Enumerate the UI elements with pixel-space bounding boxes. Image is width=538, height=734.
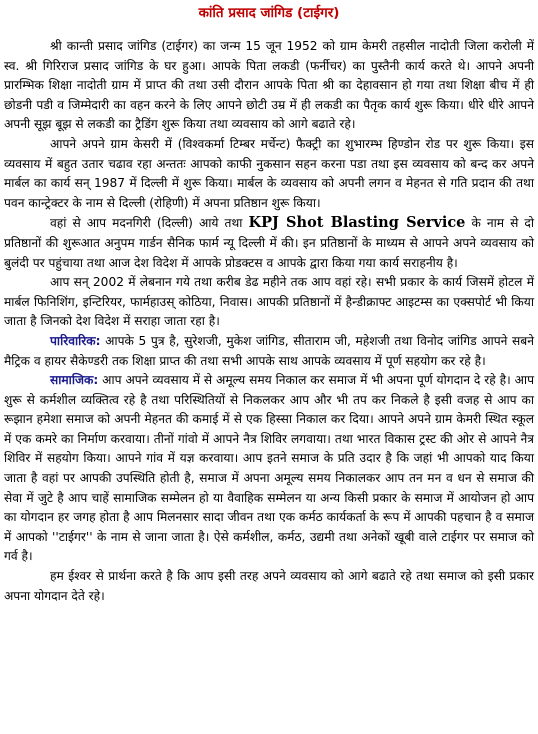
kpj-intro-text: वहां से आप मदनगिरी (दिल्ली) आये तथा (50, 216, 249, 231)
document-page (4, 4, 534, 606)
page-title: कांति प्रसाद जांगिड (टाईगर) (198, 5, 340, 21)
paragraph-family (4, 332, 534, 371)
paragraph-kpj-shot-blasting (4, 213, 534, 273)
paragraph-closing-prayer: हम ईश्वर से प्रार्थना करते है कि आप इसी तरह अपने व्यवसाय को आगे बढाते रहे तथा समाज को इसी प्रकार अपना योगदान देते रहे। (4, 569, 534, 603)
paragraph-timber-marble-business: आपने अपने ग्राम केसरी में (विश्वकर्मा टिम्बर मर्चेन्ट) फैक्ट्री का शुभारम्भ हिण्डोन रोड पर शुरू किया। इस व्यवसाय में बहुत उतार चढाव रहा अन्ततः आपको काफी नुकसान सहन करना पडा तथा इस व्यवसाय को बन्द कर अपने मार्बल का कार्य सन् 1987 में दिल्ली में शुरू किया। मार्बल के व्यवसाय को अपनी लगन व मेहनत से गति प्रदान की तथा पवन कान्ट्रेक्टर के नाम से दिल्ली (रोहिणी) में अपना प्रतिष्ठान शुरू किया। (4, 136, 534, 210)
paragraph-birth-early-life: श्री कान्ती प्रसाद जांगिड (टाईगर) का जन्म 15 जून 1952 को ग्राम केमरी तहसील नादोती जिला करोली में स्व. श्री गिरिराज प्रसाद जांगिड के घर हुआ। आपके पिता लकडी (फर्नीचर) का पुस्तैनी कार्य करते थे। आपने अपनी प्रारम्भिक शिक्षा नादोती ग्राम में प्राप्त की तथा उसी दौरान आपके पिता श्री का देहावसान हो गया तथा शिक्षा बीच में ही छोडनी पडी व जिम्मेदारी का वहन करने के लिए आपने छोटी उम्र में ही लकडी का पैतृक कार्य शुरू किया। धीरे धीरे आपने अपनी सूझ बूझ से लकडी का ट्रैडिंग शुरू किया तथा व्यवसाय को आगे बढाते रहे। (4, 39, 534, 132)
paragraph-social (4, 371, 534, 567)
family-text: आपके 5 पुत्र है, सुरेशजी, मुकेश जांगिड, सीताराम जी, महेशजी तथा विनोद जांगिड आपने सबने मैट्रिक व हायर सैकेण्डरी तक शिक्षा प्राप्त की तथा सभी आपके साथ आपके व्यवसाय में पूर्ण सहयोग कर रहे है। (4, 333, 534, 368)
paragraph-lebanon-export: आप सन् 2002 में लेबनान गये तथा करीब डेढ महीने तक आप वहां रहे। सभी प्रकार के कार्य जिसमें होटल में मार्बल फिनिशिंग, इन्टिरियर, फार्महाउस् कोठिया, निवास। आपकी प्रतिष्ठानों में हैन्डीक्राफ्ट आइटम्स का एक्सपोर्ट भी किया जाता है जिनको देश विदेश में सराहा जाता रहा है। (4, 275, 534, 329)
family-label: पारिवारिक: (50, 333, 101, 348)
social-label: सामाजिक: (50, 373, 99, 388)
kpj-business-name: KPJ Shot Blasting Service (248, 214, 466, 232)
kpj-details-text: के नाम से दो प्रतिष्ठानों की शुरूआत अनुपम गार्डन सैनिक फार्म न्यू दिल्ली में की। इन प्रतिष्ठानों के माध्यम से आपने अपने व्यवसाय को बुलंदी पर पहुंचाया तथा आज देश विदेश में आपके प्रोडक्टस व आपके द्वारा किया गया कार्य सराहनीय है। (4, 216, 535, 270)
social-text: आप अपने व्यवसाय में से अमूल्य समय निकाल कर समाज में भी अपना पूर्ण योगदान दे रहे है। आप शुरू से कर्मशील व्यक्तित्व रहे है तथा परिस्थितियों से निकलकर आप और भी तप कर निकले है इसी वजह से आप का रूझान हमेशा समाज को अपनी मेहनत की कमाई में से एक हिस्सा निकाल कर दिया। आपने अपने ग्राम केमरी स्थित स्कूल में एक कमरे का निर्माण करवाया। तीनों गांवो में आपने नैत्र शिविर लगवाया। तथा भारत विकास ट्रस्ट की ओर से आपने नैत्र शिविर में सहयोग किया। आपने गांव में यज्ञ करवाया। आप इतने समाज के प्रति उदार है कि जहां भी आपको याद किया जाता है वहां पर आपकी उपस्थिति होती है, समाज में अपना अमूल्य समय निकालकर आप तन मन व धन से समाज की सेवा में जुटे है आप चाहें सामाजिक सम्मेलन हो या वैवाहिक सम्मेलन या अन्य किसी प्रकार के समाज में आयोजन हो आप का योगदान हर जगह होता है आप मिलनसार सादा जीवन तथा एक कर्मठ कार्यकर्ता के रूप में आपकी पहचान है व समाज में आपको ''टाईगर'' के नाम से जाना जाता है। ऐसे कर्मशील, कर्मठ, उद्यमी तथा अनेकों खूबी वाले टाईगर पर समाज को गर्व है। (4, 373, 535, 564)
